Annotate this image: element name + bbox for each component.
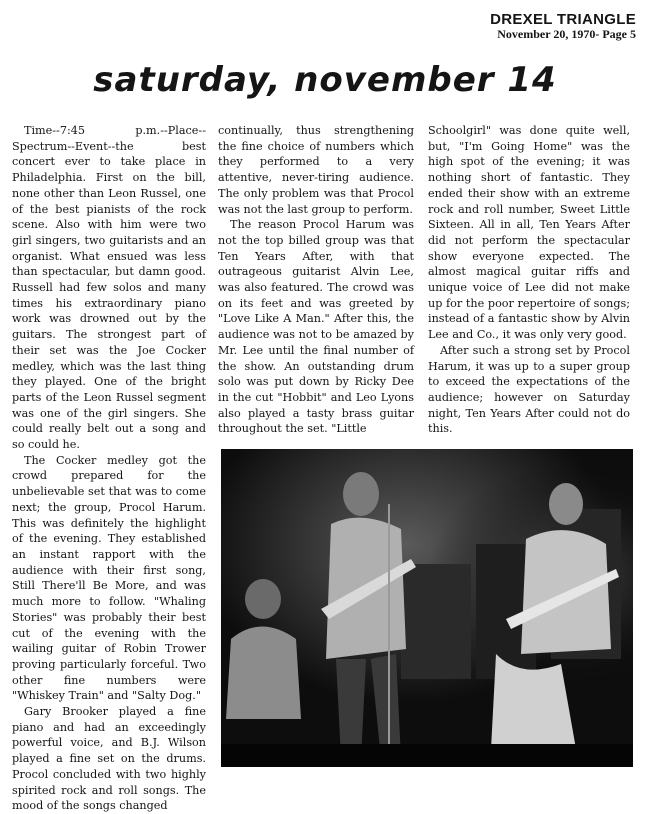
paragraph: After such a strong set by Procol Harum, it was up to a super group to exceed the expectations of the audience; however on Saturday night, Ten Years After could not do this. — [428, 343, 630, 436]
paragraph: continually, thus strengthening the fine choice of numbers which they performed to a very attentive, never-tiring audience. The only problem was that Procol was not the last group to perform. — [218, 124, 414, 216]
paragraph: The reason Procol Harum was not the top billed group was that Ten Years After, with that outrageous guitarist Alvin Lee, was also featured. The crowd was on its feet and was greeted by "Love Like A Man." After this, the audience was not to be amazed by Mr. Lee until the final number of the show. An outstanding drum solo was put down by Ricky Dee in the cut "Hobbit" and Leo Lyons also played a tasty brass guitar throughout the set. "Little — [218, 218, 414, 436]
issue-date-page: November 20, 1970- Page 5 — [497, 27, 636, 41]
newspaper-name: DREXEL TRIANGLE — [490, 11, 636, 28]
paragraph: Schoolgirl" was done quite well, but, "I'm Going Home" was the high spot of the evening; it was nothing short of fantastic. They ended their show with an extreme rock and roll number, Sweet Little Sixteen. All in all, Ten Years After did not perform the spectacular show everyone expected. The almost magical guitar riffs and unique voice of Lee did not make up for the poor repertoire of songs; instead of a fantastic show by Alvin Lee and Co., it was only very good. — [428, 124, 630, 342]
guitarist-right-head — [549, 483, 583, 525]
musician-left-head — [245, 579, 281, 619]
paragraph: Gary Brooker played a fine piano and had an exceedingly powerful voice, and B.J. Wilson played a fine set on the drums. Procol concluded with two highly spirited rock and roll songs. The mood of the songs changed — [12, 705, 206, 813]
amplifier-left — [401, 564, 471, 679]
article-column-3 — [428, 123, 630, 437]
paragraph: The Cocker medley got the crowd prepared for the unbelievable set that was to come next; the group, Procol Harum. This was definitely the highlight of the evening. They established an instant rapport with the audience with their first song, Still There'll Be More, and was much more to follow. "Whaling Stories" was probably their best cut of the evening with the wailing guitar of Robin Trower proving particularly forceful. Two other fine numbers were "Whiskey Train" and "Salty Dog." — [12, 453, 206, 703]
guitarist-center-head — [343, 472, 379, 516]
concert-photo — [221, 449, 633, 767]
article-column-2 — [218, 123, 414, 437]
musician-left-body — [226, 627, 301, 720]
article-column-1 — [12, 123, 206, 814]
concert-photo-illustration — [221, 449, 633, 767]
paragraph: Time--7:45 p.m.--Place--Spectrum--Event--the best concert ever to take place in Philadelphia. First on the bill, none other than Leon Russel, one of the best pianists of the rock scene. Also with him were two girl singers, two guitarists and an organist. What ensued was less than spectacular, but damn good. Russell had few solos and many times his extraordinary piano work was drowned out by the guitars. The strongest part of their set was the Joe Cocker medley, which was the last thing they played. One of the bright parts of the Leon Russel segment was one of the girl singers. She could really belt out a song and so could he. — [12, 124, 206, 452]
masthead — [490, 12, 636, 42]
headline: saturday, november 14 — [93, 60, 557, 100]
